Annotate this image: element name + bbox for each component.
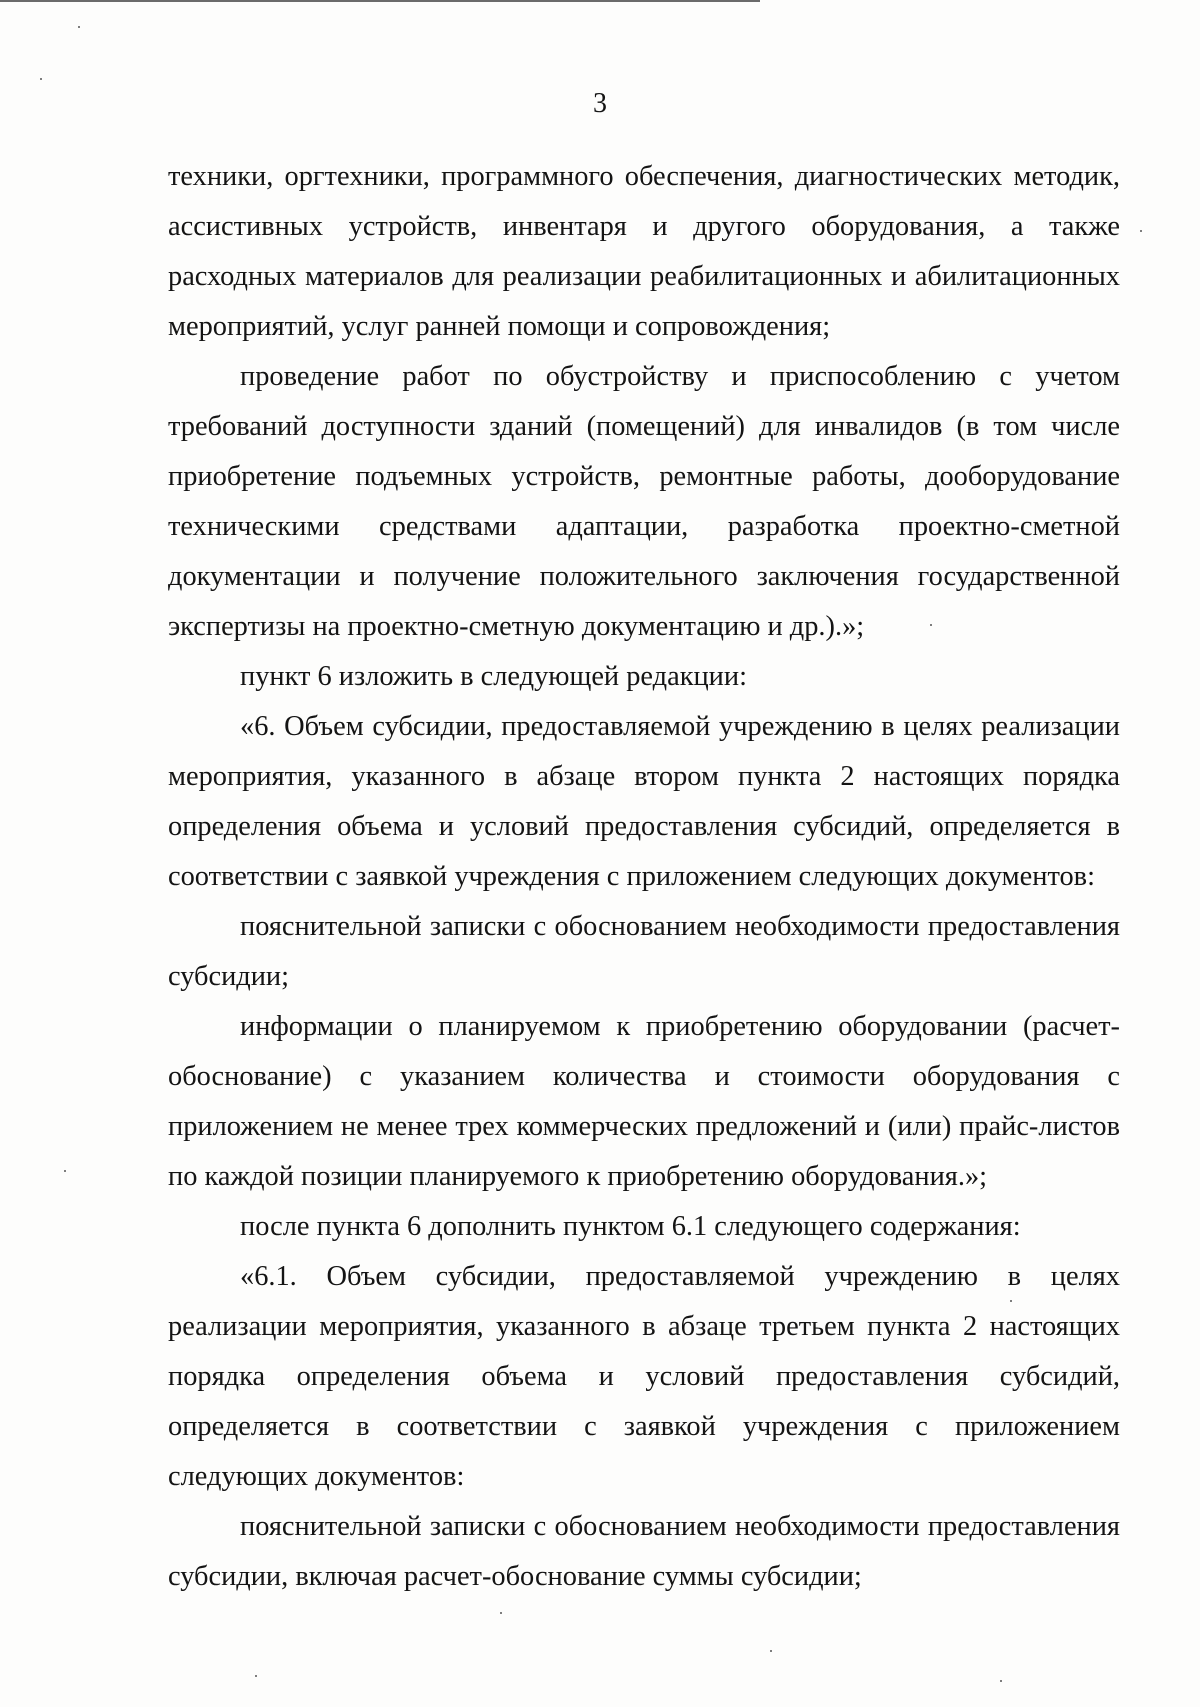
scan-speck: [930, 624, 932, 626]
scan-speck: [1010, 1300, 1012, 1302]
scan-speck: [64, 1170, 66, 1172]
scan-speck: [255, 1675, 257, 1677]
paragraph-item-6: «6. Объем субсидии, предоставляемой учреждению в целях реализации мероприятия, указанного в абзаце втором пункта 2 настоящих порядка определения объема и условий предоставления субсидий, определяется в соответствии с заявкой учреждения с приложением следующих документов:: [168, 711, 1120, 892]
paragraph-equipment-list: техники, оргтехники, программного обеспечения, диагностических методик, ассистивных устройств, инвентаря и другого оборудования, а также расходных материалов для реализации реабилитационных и абилитационных мероприятий, услуг ранней помощи и сопровождения;: [168, 161, 1120, 342]
paragraph-item-6-1-instruction: после пункта 6 дополнить пунктом 6.1 следующего содержания:: [240, 1211, 1021, 1242]
scan-speck: [1000, 1680, 1002, 1682]
paragraph-item-6-1: «6.1. Объем субсидии, предоставляемой учреждению в целях реализации мероприятия, указанного в абзаце третьем пункта 2 настоящих порядка определения объема и условий предоставления субсидий, определяется в соответствии с заявкой учреждения с приложением следующих документов:: [168, 1261, 1120, 1492]
paragraph-explanatory-note-with-calculation: пояснительной записки с обоснованием необходимости предоставления субсидии, включая расчет-обоснование суммы субсидии;: [168, 1511, 1120, 1592]
scan-speck: [500, 1612, 502, 1614]
paragraph-item-6-instruction: пункт 6 изложить в следующей редакции:: [240, 661, 747, 692]
scan-speck: [78, 26, 80, 28]
document-body: [168, 152, 1120, 1602]
paragraph-equipment-info: информации о планируемом к приобретению оборудовании (расчет-обоснование) с указанием количества и стоимости оборудования с приложением не менее трех коммерческих предложений и (или) прайс-листов по каждой позиции планируемого к приобретению оборудования.»;: [168, 1011, 1120, 1192]
scan-edge-line: [0, 0, 760, 2]
paragraph-accessibility-works: проведение работ по обустройству и приспособлению с учетом требований доступности зданий (помещений) для инвалидов (в том числе приобретение подъемных устройств, ремонтные работы, дооборудование техническими средствами адаптации, разработка проектно-сметной документации и получение положительного заключения государственной экспертизы на проектно-сметную документацию и др.).»;: [168, 361, 1120, 642]
scan-speck: [770, 1650, 772, 1652]
paragraph-explanatory-note: пояснительной записки с обоснованием необходимости предоставления субсидии;: [168, 911, 1120, 992]
scan-speck: [1140, 230, 1142, 232]
scan-speck: [40, 78, 42, 80]
page-number: 3: [593, 88, 607, 119]
